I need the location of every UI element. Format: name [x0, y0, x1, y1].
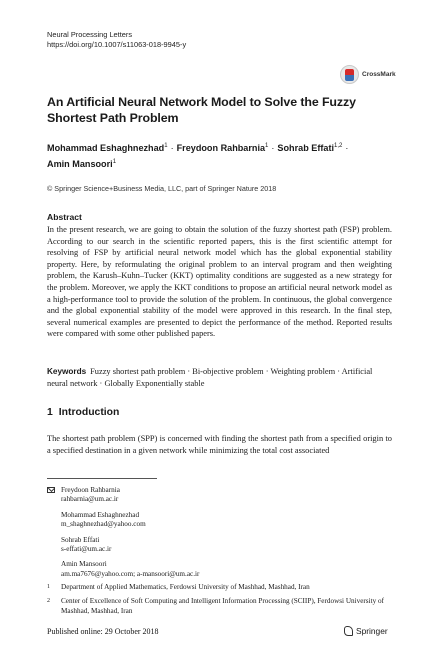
correspondence-block — [47, 486, 287, 585]
author-separator: · — [345, 143, 349, 154]
crossmark-label: CrossMark — [362, 70, 396, 78]
author-separator: · — [170, 143, 174, 154]
author-name[interactable]: Amin Mansoori$^1$ — [47, 159, 117, 170]
correspondence-entry — [47, 511, 287, 530]
published-date: Published online: 29 October 2018 — [47, 627, 159, 636]
publisher-name: Springer — [356, 626, 388, 636]
correspondence-entry — [47, 486, 287, 505]
copyright-notice: © Springer Science+Business Media, LLC, part of Springer Nature 2018 — [47, 184, 277, 193]
contact-email[interactable]: s-effati@um.ac.ir — [61, 545, 112, 554]
springer-logo — [344, 626, 388, 636]
contact-name: Amin Mansoori — [61, 560, 107, 569]
journal-doi[interactable]: https://doi.org/10.1007/s11063-018-9945-y — [47, 40, 187, 49]
contact-email[interactable]: am.ma7676@yahoo.com; a-mansoori@um.ac.ir — [61, 569, 200, 578]
envelope-icon — [47, 487, 55, 493]
section-heading-introduction — [47, 407, 119, 418]
contact-email[interactable]: rahbarnia@um.ac.ir — [61, 495, 119, 504]
contact-name: Sohrab Effati — [61, 535, 100, 544]
contact-email[interactable]: m_shaghnezhad@yahoo.com — [61, 520, 146, 529]
author-name[interactable]: Freydoon Rahbarnia$^1$ — [176, 143, 269, 154]
keywords-text: Fuzzy shortest path problem · Bi-objective problem · Weighting problem · Artificial neural network · Globally Exponentially stable — [47, 367, 373, 388]
contact-name: Freydoon Rahbarnia — [61, 486, 120, 494]
author-name[interactable]: Sohrab Effati$^{1,2}$ — [277, 143, 343, 154]
crossmark-icon — [340, 65, 359, 84]
author-name[interactable]: Mohammad Eshaghnezhad$^1$ — [47, 143, 168, 154]
correspondence-entry — [47, 536, 287, 555]
crossmark-badge[interactable] — [340, 63, 396, 85]
springer-horse-icon — [344, 626, 353, 636]
affiliation-item — [47, 597, 392, 616]
section-title: Introduction — [58, 407, 120, 418]
affiliation-number: 2 — [47, 598, 50, 605]
author-list — [47, 139, 377, 171]
keywords — [47, 366, 392, 389]
footnote-divider — [47, 478, 157, 479]
abstract-text: In the present research, we are going to obtain the solution of the fuzzy shortest path (FSP) problem. According to our search in the scientific reported papers, this is the first scientific attempt for resolving of FSP by artificial neural network model which has the global exponential stability property. Here, by reformulating the original problem to an interval program and then weighting problem, the Karush–Kuhn–Tucker (KKT) optimality conditions are suggested as a new strategy for the problem. Moreover, we apply the KKT conditions to propose an artificial neural network model as a high-performance tool to provide the solution of the problem. In continuous, the global convergence and the global exponential stability of the model were approved in this research. In the final step, several numerical examples are presented to depict the performance of the method. Reported results were compared with some other published papers. — [47, 225, 392, 339]
introduction-text: The shortest path problem (SPP) is concerned with finding the shortest path from a specified origin to a specified destination in a given network while minimizing the total cost associated — [47, 434, 392, 455]
abstract-heading: Abstract — [47, 212, 82, 222]
affiliations — [47, 583, 392, 621]
contact-name: Mohammad Eshaghnezhad — [61, 510, 140, 519]
correspondence-entry — [47, 560, 287, 579]
affiliation-text: Center of Excellence of Soft Computing and Intelligent Information Processing (SCIIP), Ferdowsi University of Mashhad, Mashhad, Iran — [61, 597, 384, 615]
journal-header — [47, 30, 186, 50]
affiliation-number: 1 — [47, 584, 50, 590]
paper-title: An Artificial Neural Network Model to Solve the Fuzzy Shortest Path Problem — [47, 95, 356, 125]
journal-name: Neural Processing Letters — [47, 30, 133, 39]
affiliation-item — [47, 583, 392, 592]
affiliation-text: Department of Applied Mathematics, Ferdowsi University of Mashhad, Mashhad, Iran — [61, 583, 310, 591]
author-separator: · — [271, 143, 275, 154]
section-number: 1 — [47, 407, 53, 418]
keywords-label: Keywords — [47, 367, 87, 376]
